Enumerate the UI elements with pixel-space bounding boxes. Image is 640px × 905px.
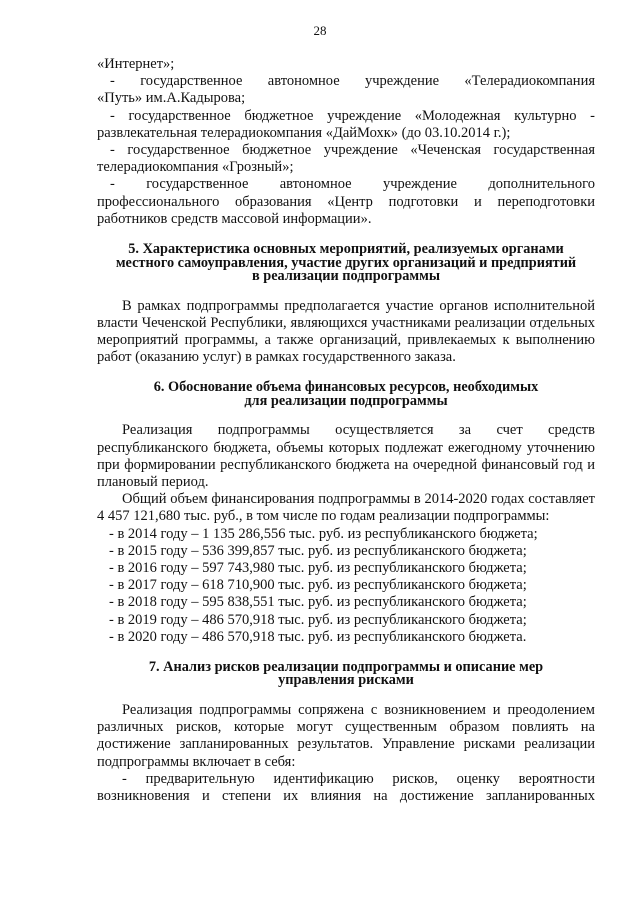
intro-line: развлекательная телерадиокомпания «ДайМохк» (до 03.10.2014 г.); <box>97 124 511 141</box>
list-item: - в 2019 году – 486 570,918 тыс. руб. из республиканского бюджета; <box>109 611 527 628</box>
intro-line: телерадиокомпания «Грозный»; <box>97 159 294 176</box>
heading-line: 7. Анализ рисков реализации подпрограммы и описание мер <box>148 658 544 675</box>
section-7-heading <box>97 658 595 689</box>
page-number: 28 <box>313 23 327 38</box>
section-6-paragraph-1: Реализация подпрограммы осуществляется за счет средств республиканского бюджета, объемы которых подлежат ежегодному уточнению при формировании республиканского бюджета на очередной финансовый год и плановый период. <box>97 422 595 490</box>
intro-line: - государственное автономное учреждение дополнительного <box>110 176 595 193</box>
heading-line: местного самоуправления, участие других организаций и предприятий <box>115 254 577 271</box>
section-6-heading <box>97 381 595 408</box>
list-item: - в 2020 году – 486 570,918 тыс. руб. из республиканского бюджета. <box>109 628 527 645</box>
heading-line: управления рисками <box>278 672 414 689</box>
section-5-heading <box>97 243 595 284</box>
intro-line: «Интернет»; <box>97 56 175 72</box>
list-item: - в 2016 году – 597 743,980 тыс. руб. из республиканского бюджета; <box>109 559 527 576</box>
list-item: - в 2014 году – 1 135 286,556 тыс. руб. из республиканского бюджета; <box>109 525 538 542</box>
intro-line: - государственное бюджетное учреждение «Чеченская государственная <box>110 142 595 159</box>
intro-line: - государственное автономное учреждение «Телерадиокомпания <box>110 73 595 90</box>
intro-line: - государственное бюджетное учреждение «Молодежная культурно - <box>110 107 595 124</box>
heading-line: 5. Характеристика основных мероприятий, реализуемых органами <box>128 241 564 258</box>
intro-line: «Путь» им.А.Кадырова; <box>97 90 246 107</box>
section-7-paragraph-1: Реализация подпрограммы сопряжена с возникновением и преодолением различных рисков, которые могут существенным образом повлиять на достижение запланированных результатов. Управление рисками реализации подпрограммы включает в себя: <box>97 701 595 770</box>
list-item: - в 2017 году – 618 710,900 тыс. руб. из республиканского бюджета; <box>109 577 527 594</box>
intro-line: профессионального образования «Центр подготовки и переподготовки <box>97 193 595 210</box>
page-body <box>97 56 595 805</box>
heading-line: 6. Обоснование объема финансовых ресурсов, необходимых <box>153 379 539 396</box>
funding-by-year-list <box>97 526 595 646</box>
intro-line: работников средств массовой информации». <box>97 210 372 227</box>
section-7-paragraph-2: - предварительную идентификацию рисков, оценку вероятности возникновения и степени их влияния на достижение запланированных <box>97 770 595 804</box>
heading-line: для реализации подпрограммы <box>244 392 448 409</box>
heading-line: в реализации подпрограммы <box>251 268 441 285</box>
section-5-paragraph: В рамках подпрограммы предполагается участие органов исполнительной власти Чеченской Республики, являющихся участниками реализации отдельных мероприятий программы, а также организаций, привлекаемых к выполнению работ (оказанию услуг) в рамках государственного заказа. <box>97 297 595 366</box>
list-item: - в 2018 году – 595 838,551 тыс. руб. из республиканского бюджета; <box>109 594 527 611</box>
section-6-paragraph-2: Общий объем финансирования подпрограммы в 2014-2020 годах составляет 4 457 121,680 тыс. руб., в том числе по годам реализации подпрограммы: <box>97 491 595 525</box>
list-item: - в 2015 году – 536 399,857 тыс. руб. из республиканского бюджета; <box>109 542 527 559</box>
